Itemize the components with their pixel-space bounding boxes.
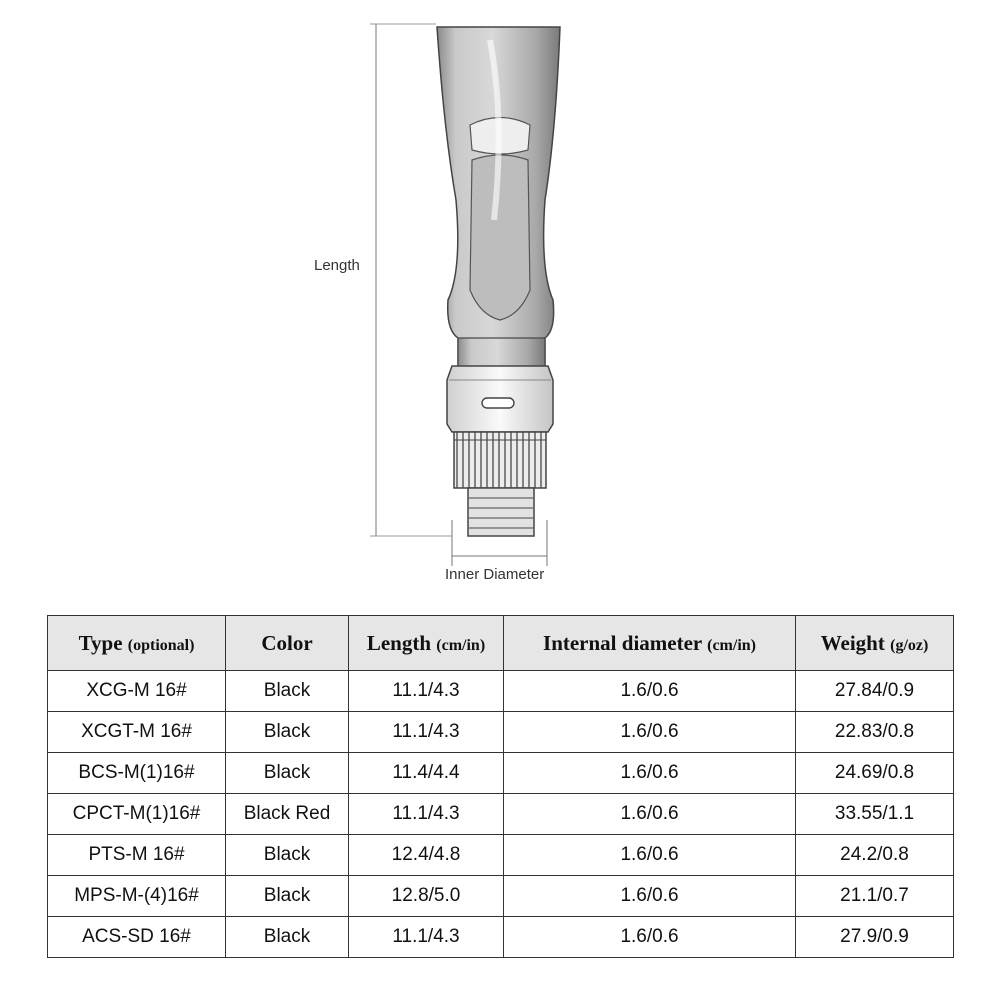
cell-internal-diameter: 1.6/0.6: [504, 794, 796, 835]
header-diameter-main: Internal diameter: [543, 630, 702, 655]
header-color-main: Color: [261, 630, 313, 655]
cell-length: 11.1/4.3: [349, 712, 504, 753]
spec-table: [47, 615, 954, 958]
cell-length: 12.8/5.0: [349, 876, 504, 917]
cell-internal-diameter: 1.6/0.6: [504, 671, 796, 712]
table-row: [48, 876, 954, 917]
threaded-end: [468, 488, 534, 536]
table-header-row: [48, 616, 954, 671]
cell-color: Black: [226, 671, 349, 712]
cell-internal-diameter: 1.6/0.6: [504, 835, 796, 876]
cell-weight: 22.83/0.8: [796, 712, 954, 753]
cell-color: Black: [226, 712, 349, 753]
ring-slot-icon: [482, 398, 514, 408]
cell-weight: 21.1/0.7: [796, 876, 954, 917]
cell-internal-diameter: 1.6/0.6: [504, 917, 796, 958]
length-label: Length: [314, 257, 360, 274]
cell-internal-diameter: 1.6/0.6: [504, 712, 796, 753]
header-weight: [796, 616, 954, 671]
cell-weight: 27.84/0.9: [796, 671, 954, 712]
cell-color: Black: [226, 835, 349, 876]
cell-color: Black: [226, 876, 349, 917]
cell-weight: 24.2/0.8: [796, 835, 954, 876]
cell-weight: 33.55/1.1: [796, 794, 954, 835]
header-length: [349, 616, 504, 671]
cell-internal-diameter: 1.6/0.6: [504, 753, 796, 794]
length-dimension: [370, 24, 452, 536]
cell-type: BCS-M(1)16#: [48, 753, 226, 794]
header-diameter-unit: (cm/in): [707, 636, 756, 654]
table-row: [48, 712, 954, 753]
cell-weight: 24.69/0.8: [796, 753, 954, 794]
header-length-main: Length: [366, 630, 432, 655]
cell-weight: 27.9/0.9: [796, 917, 954, 958]
cell-length: 11.4/4.4: [349, 753, 504, 794]
table-row: [48, 753, 954, 794]
table-row: [48, 917, 954, 958]
inner-diameter-label: Inner Diameter: [445, 566, 545, 583]
header-internal-diameter: [504, 616, 796, 671]
cell-type: CPCT-M(1)16#: [48, 794, 226, 835]
header-type-main: Type: [78, 630, 123, 655]
cell-length: 12.4/4.8: [349, 835, 504, 876]
cell-type: ACS-SD 16#: [48, 917, 226, 958]
cell-type: XCG-M 16#: [48, 671, 226, 712]
table-row: [48, 671, 954, 712]
cell-length: 11.1/4.3: [349, 671, 504, 712]
cell-length: 11.1/4.3: [349, 917, 504, 958]
cell-type: PTS-M 16#: [48, 835, 226, 876]
header-type-unit: (optional): [127, 636, 195, 654]
cell-color: Black: [226, 917, 349, 958]
header-weight-main: Weight: [820, 630, 885, 655]
cell-internal-diameter: 1.6/0.6: [504, 876, 796, 917]
cell-color: Black: [226, 753, 349, 794]
header-length-unit: (cm/in): [436, 636, 486, 654]
cell-length: 11.1/4.3: [349, 794, 504, 835]
table-row: [48, 835, 954, 876]
header-weight-unit: (g/oz): [890, 636, 929, 654]
header-type: [48, 616, 226, 671]
table-row: [48, 794, 954, 835]
cell-type: XCGT-M 16#: [48, 712, 226, 753]
cell-color: Black Red: [226, 794, 349, 835]
cell-type: MPS-M-(4)16#: [48, 876, 226, 917]
header-color: [226, 616, 349, 671]
